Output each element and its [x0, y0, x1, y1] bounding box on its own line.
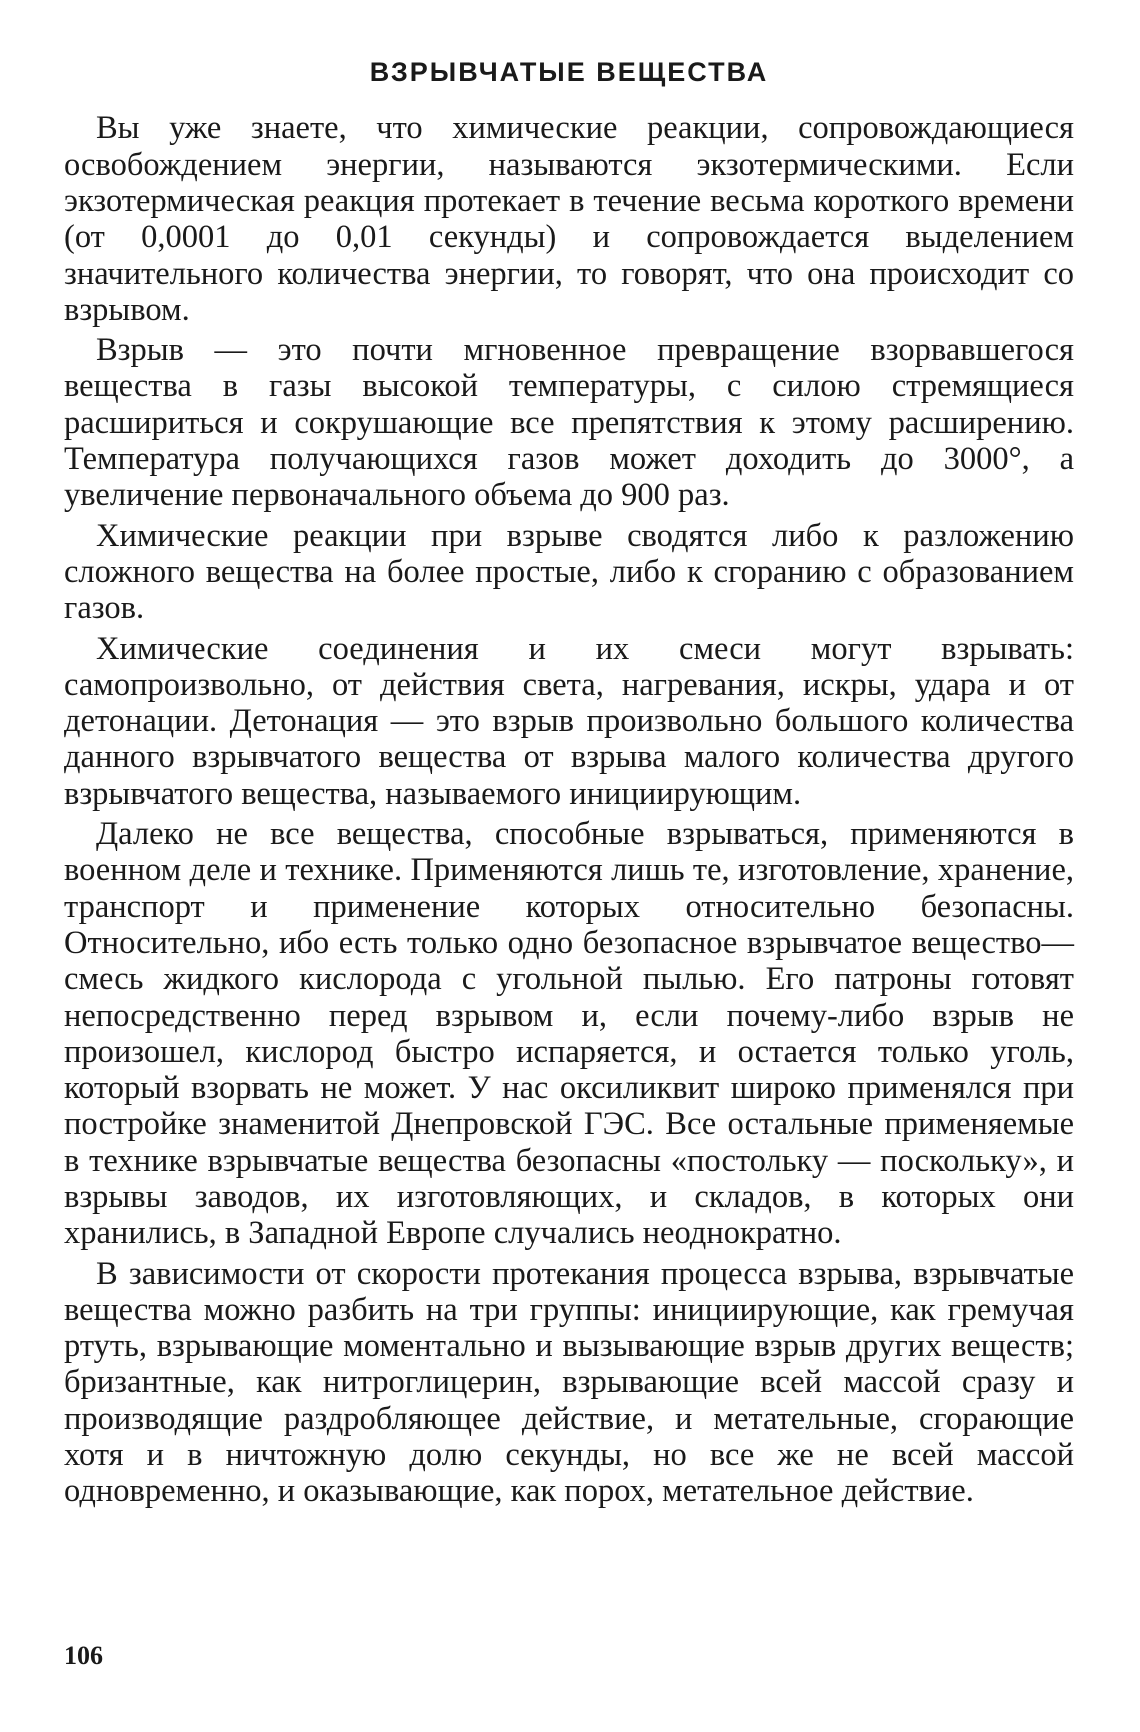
paragraph-detonation: Химические соединения и их смеси могут взрывать: самопроизвольно, от действия света, нагревания, искры, удара и от детонации. Детонация — это взрыв произвольно большого количества данного взрывчатого вещества от взрыва малого количества другого взрывчатого вещества, называемого инициирующим.: [64, 630, 1074, 812]
book-page: [64, 56, 1074, 1696]
paragraph-explosion-definition: Взрыв — это почти мгновенное превращение взорвавшегося вещества в газы высокой температуры, с силою стремящиеся расшириться и сокрушающие все препятствия к этому расширению. Температура получающихся газов может доходить до 3000°, а увеличение первоначального объема до 900 раз.: [64, 332, 1074, 514]
paragraph-exothermic: Вы уже знаете, что химические реакции, сопровождающиеся освобождением энергии, называются экзотермическими. Если экзотермическая реакция протекает в течение весьма короткого времени (от 0,0001 до 0,01 секунды) и сопровождается выделением значительного количества энергии, то говорят, что она происходит со взрывом.: [64, 110, 1074, 328]
paragraph-explosive-groups: В зависимости от скорости протекания процесса взрыва, взрывчатые вещества можно разбить на три группы: инициирующие, как гремучая ртуть, взрывающие моментально и вызывающие взрыв других веществ; бризантные, как нитроглицерин, взрывающие всей массой сразу и производящие раздробляющее действие, и метательные, сгорающие хотя и в ничтожную долю секунды, но все же не всей массой одновременно, и оказывающие, как порох, метательное действие.: [64, 1255, 1074, 1510]
paragraph-chemical-reactions: Химические реакции при взрыве сводятся либо к разложению сложного вещества на более простые, либо к сгоранию с образованием газов.: [64, 517, 1074, 627]
page-number: 106: [64, 1641, 103, 1670]
paragraph-safe-explosives: Далеко не все вещества, способные взрываться, применяются в военном деле и технике. Применяются лишь те, изготовление, хранение, транспорт и применение которых относительно безопасны. Относительно, ибо есть только одно безопасное взрывчатое вещество—смесь жидкого кислорода с угольной пылью. Его патроны готовят непосредственно перед взрывом и, если почему-либо взрыв не произошел, кислород быстро испаряется, и остается только уголь, который взорвать не может. У нас оксиликвит широко применялся при постройке знаменитой Днепровской ГЭС. Все остальные применяемые в технике взрывчатые вещества безопасны «постольку — поскольку», и взрывы заводов, их изготовляющих, и складов, в которых они хранились, в Западной Европе случались неоднократно.: [64, 816, 1074, 1252]
section-title: ВЗРЫВЧАТЫЕ ВЕЩЕСТВА: [369, 57, 769, 87]
